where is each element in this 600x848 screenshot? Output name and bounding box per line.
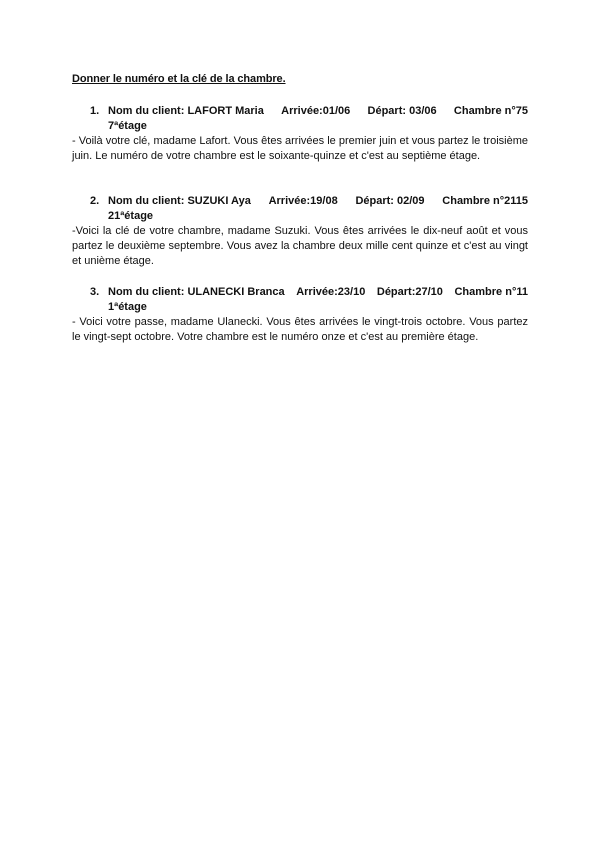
departure-date: Départ: 02/09 [355, 195, 425, 207]
entry-header [72, 194, 528, 224]
client-name: ULANECKI Branca [187, 286, 285, 298]
room-number: Chambre n°75 [453, 105, 528, 117]
departure-date: Départ: 03/06 [367, 105, 437, 117]
arrival-date: Arrivée:01/06 [281, 105, 351, 117]
item-number: 2. [90, 195, 100, 207]
room-number: Chambre n°2115 [442, 195, 528, 207]
room-number: Chambre n°11 [454, 286, 528, 298]
entry-header-line [108, 104, 528, 119]
list-item [72, 104, 528, 164]
floor-number: 7ªétage [108, 120, 147, 132]
client-label: Nom du client: [108, 105, 185, 117]
floor-number: 21ªétage [108, 210, 154, 222]
entry-dialogue: - Voilà votre clé, madame Lafort. Vous êtes arrivées le premier juin et vous partez le troisième juin. Le numéro de votre chambre est le soixante-quinze et c'est au septième étage. [72, 135, 528, 162]
entry-header-line [108, 194, 528, 209]
client-name: SUZUKI Aya [187, 195, 251, 207]
client-label: Nom du client: [108, 195, 185, 207]
page-title: Donner le numéro et la clé de la chambre. [72, 73, 286, 85]
entry-header [72, 104, 528, 134]
client-label: Nom du client: [108, 286, 185, 298]
client-name: LAFORT Maria [187, 105, 264, 117]
entry-header [72, 285, 528, 315]
list-item [72, 194, 528, 269]
arrival-date: Arrivée:23/10 [296, 286, 366, 298]
item-number: 1. [90, 105, 100, 117]
floor-number: 1ªétage [108, 301, 147, 313]
entry-dialogue: - Voici votre passe, madame Ulanecki. Vous êtes arrivées le vingt-trois octobre. Vous partez le vingt-sept octobre. Votre chambre est le numéro onze et c'est au première étage. [72, 316, 528, 343]
list-item [72, 285, 528, 345]
departure-date: Départ:27/10 [376, 286, 443, 298]
entry-dialogue: -Voici la clé de votre chambre, madame Suzuki. Vous êtes arrivées le dix-neuf août et vous partez le deuxième septembre. Vous avez la chambre deux mille cent quinze et c'est au vingt et unième étage. [72, 225, 528, 267]
item-number: 3. [90, 286, 100, 298]
entry-header-line [108, 285, 528, 300]
arrival-date: Arrivée:19/08 [268, 195, 338, 207]
